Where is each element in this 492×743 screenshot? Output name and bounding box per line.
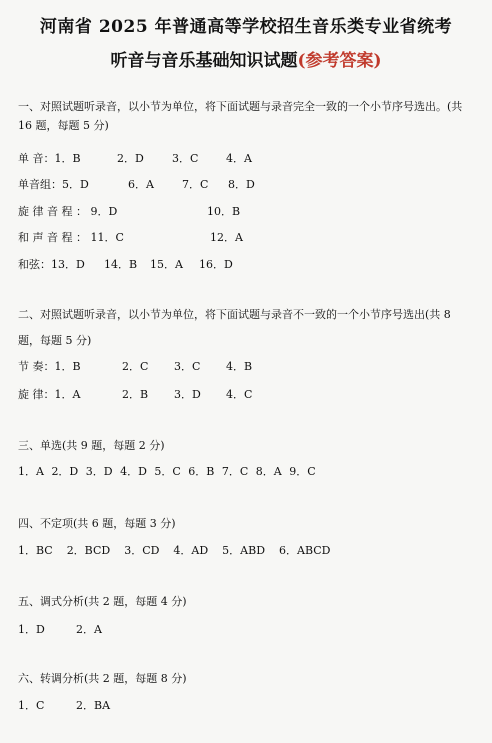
section-6-answer-2: 2．BA — [76, 699, 111, 712]
section-1-heading-line2: 16 题，每题 5 分) — [18, 119, 109, 132]
section-1-row-melodic-interval — [18, 203, 117, 219]
answer-15: 15．A — [150, 258, 183, 271]
section-3-heading: 三、单选(共 9 题，每题 2 分) — [18, 439, 165, 452]
section-2-heading-line2: 题，每题 5 分) — [18, 334, 92, 347]
row-label: 和弦：13．D — [18, 258, 85, 271]
answer-2: 2．B — [122, 388, 149, 401]
section-1-heading-line1: 一、对照试题听录音，以小节为单位，将下面试题与录音完全一致的一个小节序号选出。(共 — [18, 100, 463, 113]
section-1-heading — [18, 100, 462, 133]
document-title: 河南省 2025 年普通高等学校招生音乐类专业省统考 — [39, 17, 453, 37]
section-2-heading-line1: 二、对照试题听录音，以小节为单位，将下面试题与录音不一致的一个小节序号选出(共 8 — [18, 308, 451, 321]
row-label: 旋 律：1．A — [18, 388, 81, 401]
answer-3: 3．D — [174, 388, 201, 401]
answer-4: 4．B — [226, 360, 253, 373]
answer-2: 2．D — [117, 152, 144, 165]
section-5-heading: 五、调式分析(共 2 题，每题 4 分) — [18, 595, 187, 608]
section-1-row-tone-group — [18, 176, 89, 192]
section-4-heading: 四、不定项(共 6 题，每题 3 分) — [18, 517, 176, 530]
subtitle-text: 听音与音乐基础知识试题 — [110, 51, 298, 71]
answer-4: 4．C — [226, 388, 253, 401]
answer-4: 4．A — [226, 152, 252, 165]
section-3-answers: 1．A 2．D 3．D 4．D 5．C 6．B 7．C 8．A 9．C — [18, 465, 316, 478]
answer-7: 7．C — [182, 178, 209, 191]
section-1-row-chord — [18, 256, 85, 272]
section-5-answer-1: 1．D — [18, 623, 45, 636]
row-label: 节 奏：1．B — [18, 360, 81, 373]
answer-12: 12．A — [210, 231, 243, 244]
answer-6: 6．A — [128, 178, 154, 191]
section-2-row-rhythm — [18, 358, 81, 374]
document-subtitle — [0, 46, 492, 71]
section-1-row-harmonic-interval — [18, 229, 124, 245]
section-4-answers: 1．BC 2．BCD 3．CD 4．AD 5．ABD 6．ABCD — [18, 544, 331, 557]
row-label: 旋 律 音 程 ： 9．D — [18, 205, 118, 218]
section-5-answer-2: 2．A — [76, 623, 102, 636]
row-label: 和 声 音 程 ： 11．C — [18, 231, 124, 244]
section-6-answer-1: 1．C — [18, 699, 45, 712]
answer-3: 3．C — [174, 360, 201, 373]
answer-14: 14．B — [104, 258, 138, 271]
row-label: 单 音：1．B — [18, 152, 81, 165]
section-1-row-single-tone — [18, 150, 81, 166]
answer-2: 2．C — [122, 360, 149, 373]
answer-10: 10．B — [207, 205, 241, 218]
answer-key-note: (参考答案) — [297, 51, 382, 71]
row-label: 单音组：5．D — [18, 178, 89, 191]
answer-16: 16．D — [199, 258, 233, 271]
section-6-heading: 六、转调分析(共 2 题，每题 8 分) — [18, 672, 187, 685]
section-2-row-melody — [18, 386, 80, 402]
section-2-heading — [18, 308, 451, 348]
answer-3: 3．C — [172, 152, 199, 165]
answer-8: 8．D — [228, 178, 255, 191]
